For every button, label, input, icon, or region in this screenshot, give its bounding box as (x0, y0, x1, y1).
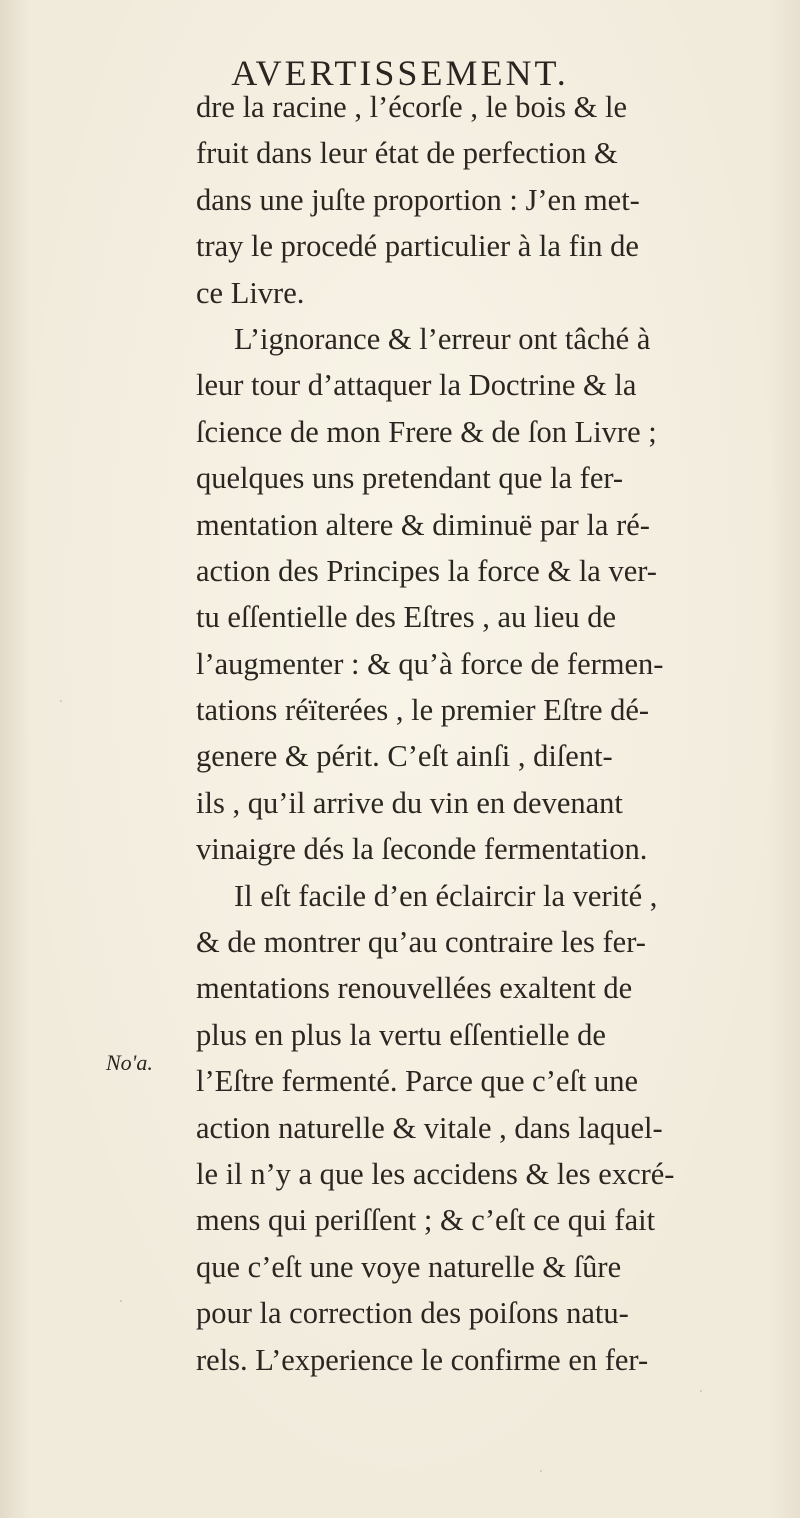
text-line: tray le procedé particulier à la fin de (196, 229, 639, 264)
text-line: action naturelle & vitale , dans laquel- (196, 1110, 663, 1145)
paper-speck (700, 1390, 702, 1392)
text-line: dre la racine , l’écorſe , le bois & le (196, 90, 628, 124)
text-line: ſcience de mon Frere & de ſon Livre ; (196, 414, 657, 449)
margin-note: No'a. (106, 1050, 153, 1075)
text-line: mens qui periſſent ; & c’eſt ce qui fait (196, 1203, 656, 1238)
text-line: & de montrer qu’au contraire les fer- (196, 925, 646, 960)
text-line: mentation altere & diminuë par la ré- (196, 507, 650, 542)
text-line: fruit dans leur état de perfection & (196, 136, 618, 171)
text-line: quelques uns pretendant que la fer- (196, 461, 624, 496)
body-text (196, 84, 786, 1383)
paper-speck (120, 1300, 122, 1302)
text-line: tu eſſentielle des Eſtres , au lieu de (196, 600, 617, 635)
text-line: ils , qu’il arrive du vin en devenant (196, 785, 623, 820)
text-line: rels. L’experience le confirme en fer- (196, 1342, 649, 1377)
text-line: le il n’y a que les accidens & les excré- (196, 1156, 675, 1191)
paper-speck (540, 1470, 542, 1472)
text-line: l’augmenter : & qu’à force de fermen- (196, 646, 664, 681)
paper-speck (60, 700, 62, 702)
text-line: mentations renouvellées exaltent de (196, 971, 633, 1006)
text-line: vinaigre dés la ſeconde fermentation. (196, 832, 648, 867)
text-line: leur tour d’attaquer la Doctrine & la (196, 368, 637, 403)
text-line: dans une juſte proportion : J’en met- (196, 182, 640, 217)
text-line: Il eſt facile d’en éclaircir la verité , (234, 878, 658, 913)
running-head: AVERTISSEMENT. (231, 53, 569, 93)
text-line: L’ignorance & l’erreur ont tâché à (234, 321, 651, 356)
text-line: que c’eſt une voye naturelle & ſûre (196, 1249, 622, 1284)
text-line: action des Principes la force & la ver- (196, 553, 657, 588)
text-line: tations réïterées , le premier Eſtre dé- (196, 693, 650, 728)
text-line: plus en plus la vertu eſſentielle de (196, 1017, 606, 1052)
text-line: pour la correction des poiſons natu- (196, 1296, 629, 1331)
text-line: l’Eſtre fermenté. Parce que c’eſt une (196, 1064, 639, 1099)
text-line: genere & périt. C’eſt ainſi , diſent- (196, 739, 613, 774)
text-line: ce Livre. (196, 275, 305, 310)
